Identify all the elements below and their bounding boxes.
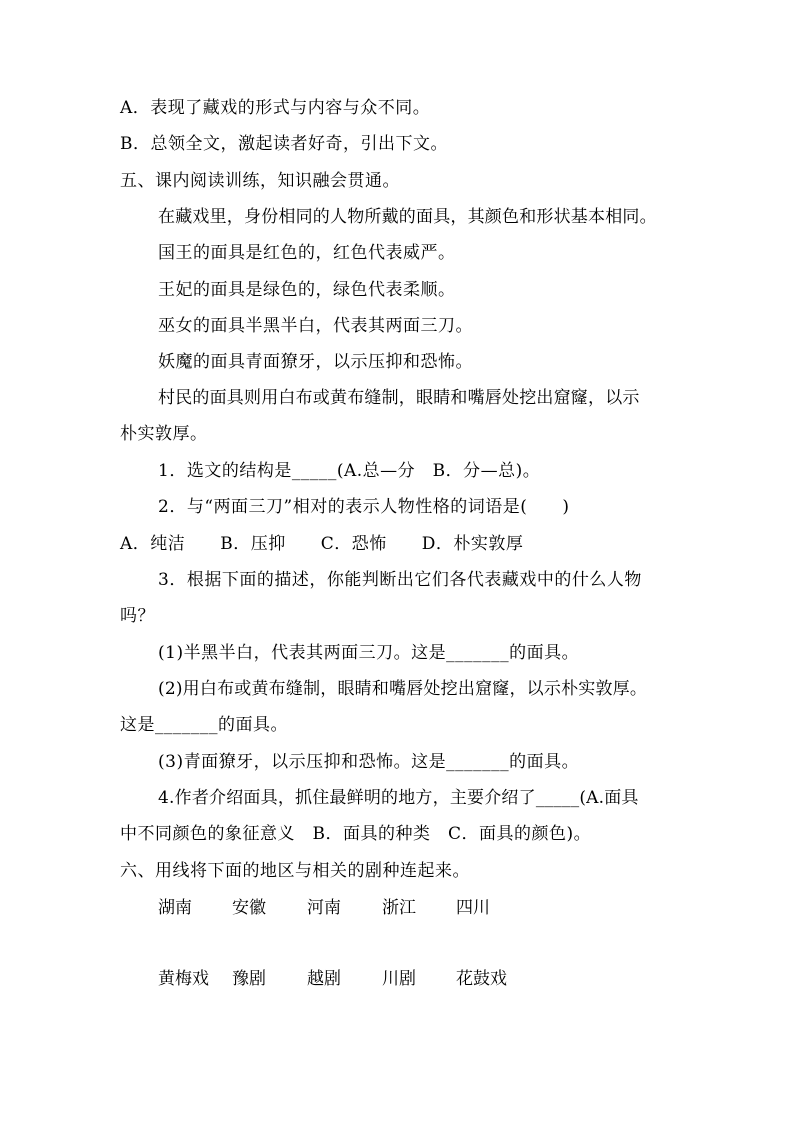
region-item: 浙江 — [382, 898, 416, 918]
question-3-item-1: (1)半黑半白，代表其两面三刀。这是_______的面具。 — [158, 643, 580, 663]
region-item: 湖南 — [158, 898, 192, 918]
option-b-line: B．总领全文，激起读者好奇，引出下文。 — [120, 134, 448, 154]
passage-line-2: 国王的面具是红色的，红色代表威严。 — [158, 243, 456, 263]
passage-line-7: 朴实敦厚。 — [120, 424, 208, 444]
option-a-line: A．表现了藏戏的形式与内容与众不同。 — [120, 98, 431, 118]
opera-item: 黄梅戏 — [158, 969, 209, 989]
opera-item: 越剧 — [307, 969, 341, 989]
passage-line-5: 妖魔的面具青面獠牙，以示压抑和恐怖。 — [158, 352, 473, 372]
question-1: 1．选文的结构是_____(A.总—分 B．分—总)。 — [158, 461, 541, 481]
question-3-cont: 吗？ — [120, 606, 155, 626]
opera-item: 豫剧 — [232, 969, 266, 989]
question-2: 2．与“两面三刀”相对的表示人物性格的词语是( ) — [158, 497, 570, 517]
question-4-cont: 中不同颜色的象征意义 B．面具的种类 C．面具的颜色)。 — [120, 824, 592, 844]
region-item: 四川 — [456, 898, 490, 918]
opera-item: 川剧 — [382, 969, 416, 989]
passage-line-4: 巫女的面具半黑半白，代表其两面三刀。 — [158, 316, 473, 336]
question-4: 4.作者介绍面具，抓住最鲜明的地方，主要介绍了_____(A.面具 — [158, 788, 639, 808]
opera-item: 花鼓戏 — [456, 969, 507, 989]
question-3-item-3: (3)青面獠牙，以示压抑和恐怖。这是_______的面具。 — [158, 752, 580, 772]
question-2-options: A．纯洁 B．压抑 C．恐怖 D．朴实敦厚 — [120, 534, 524, 554]
question-3-item-2: (2)用白布或黄布缝制，眼睛和嘴唇处挖出窟窿，以示朴实敦厚。 — [158, 679, 648, 699]
passage-line-1: 在藏戏里，身份相同的人物所戴的面具，其颜色和形状基本相同。 — [158, 207, 657, 227]
region-item: 安徽 — [232, 898, 266, 918]
section-five-heading: 五、课内阅读训练，知识融会贯通。 — [120, 171, 400, 191]
section-six-heading: 六、用线将下面的地区与相关的剧种连起来。 — [120, 861, 470, 881]
question-3-item-2-cont: 这是_______的面具。 — [120, 715, 288, 735]
region-item: 河南 — [307, 898, 341, 918]
question-3: 3．根据下面的描述，你能判断出它们各代表藏戏中的什么人物 — [158, 570, 642, 590]
passage-line-6: 村民的面具则用白布或黄布缝制，眼睛和嘴唇处挖出窟窿，以示 — [158, 388, 640, 408]
passage-line-3: 王妃的面具是绿色的，绿色代表柔顺。 — [158, 280, 456, 300]
